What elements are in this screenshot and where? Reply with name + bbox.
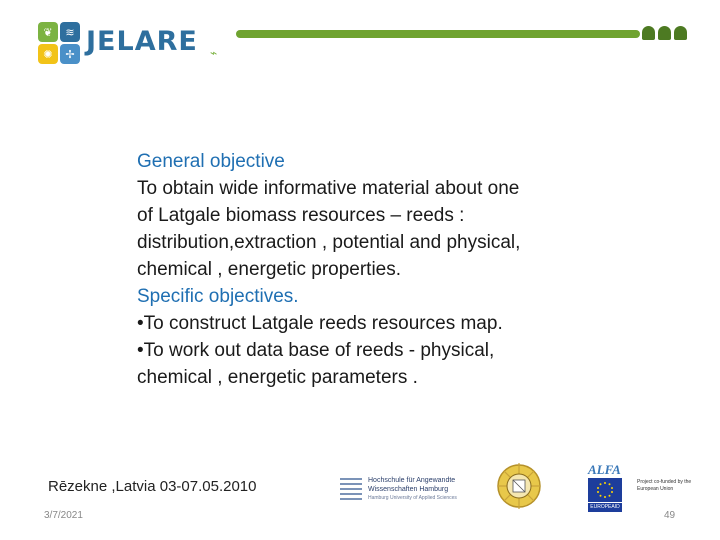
bullet-item: •To work out data base of reeds - physical, xyxy=(137,340,495,361)
logo-icon-grid xyxy=(38,20,82,66)
leaf-icon: ❦ xyxy=(38,22,58,42)
plug-icon: ⌁ xyxy=(210,46,218,60)
funding-note: Project co-funded by the European Union xyxy=(637,479,692,492)
general-objective-heading: General objective xyxy=(137,151,285,172)
specific-objectives-heading: Specific objectives. xyxy=(137,286,299,307)
logo-wordmark: JELARE xyxy=(86,26,198,57)
alfa-label: ALFA xyxy=(588,462,621,477)
slide-date: 3/7/2021 xyxy=(44,510,83,521)
accent-dot xyxy=(658,26,671,40)
hsb-line: Hamburg University of Applied Sciences xyxy=(368,495,457,501)
bullet-item-continuation: chemical , energetic parameters . xyxy=(137,367,418,388)
alfa-europeaid-logo xyxy=(586,462,634,514)
europeaid-label: EUROPEAID xyxy=(588,503,622,512)
jelare-logo xyxy=(38,20,218,66)
hsb-hamburg-logo xyxy=(340,474,470,508)
sun-icon: ✺ xyxy=(38,44,58,64)
wind-icon: ✢ xyxy=(60,44,80,64)
event-place-date: Rēzekne ,Latvia 03-07.05.2010 xyxy=(48,478,257,495)
general-objective-line: of Latgale biomass resources – reeds : xyxy=(137,205,465,226)
hsb-line: Wissenschaften Hamburg xyxy=(368,486,449,493)
header-accent-bar xyxy=(236,30,640,38)
hsb-line: Hochschule für Angewandte xyxy=(368,477,456,484)
general-objective-line: chemical , energetic properties. xyxy=(137,259,402,280)
accent-dot xyxy=(642,26,655,40)
header-accent-dots xyxy=(642,26,687,40)
university-seal-icon xyxy=(496,459,542,513)
page-number: 49 xyxy=(664,510,676,521)
hsb-logo-text xyxy=(368,476,457,503)
eu-flag-icon xyxy=(588,478,622,502)
water-icon: ≋ xyxy=(60,22,80,42)
general-objective-line: To obtain wide informative material about one xyxy=(137,178,520,199)
slide-body xyxy=(137,148,637,391)
accent-dot xyxy=(674,26,687,40)
general-objective-line: distribution,extraction , potential and physical, xyxy=(137,232,521,253)
hsb-mark-icon xyxy=(340,478,362,504)
bullet-item: •To construct Latgale reeds resources map. xyxy=(137,313,503,334)
